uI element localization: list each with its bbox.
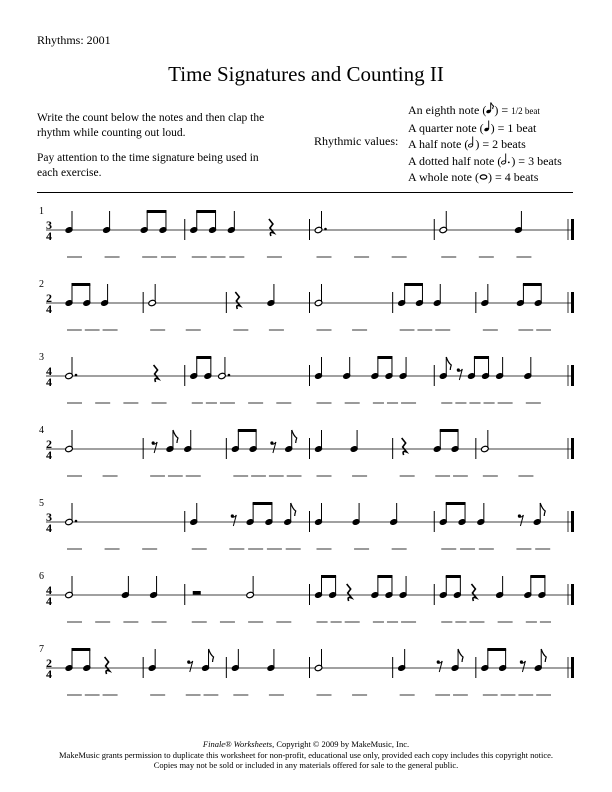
beam	[446, 575, 461, 578]
note-flag	[458, 649, 463, 662]
final-barline-thick	[571, 511, 574, 532]
exercise-number: 2	[39, 279, 44, 290]
time-signature-top: 3	[46, 218, 52, 232]
beam	[238, 429, 257, 432]
note-flag	[173, 430, 178, 443]
beam	[253, 502, 273, 505]
exercise-number: 1	[39, 206, 44, 217]
footer-line-2: MakeMusic grants permission to duplicate this worksheet for non-profit, educational use only, provided each copy includes this copyright notice.	[59, 749, 553, 760]
beam	[487, 648, 506, 651]
exercise-number: 7	[39, 644, 44, 655]
beam	[474, 356, 489, 359]
time-signature-bottom: 4	[46, 448, 52, 462]
beam	[404, 283, 423, 286]
time-signature-top: 3	[46, 510, 52, 524]
rhythmic-value-eighth: An eighth note ( ) = 1/2 beat	[408, 103, 540, 117]
exercise-3	[39, 352, 574, 403]
exercise-number: 6	[39, 571, 44, 582]
dot	[324, 228, 327, 231]
beam	[377, 356, 392, 359]
final-barline-thick	[571, 219, 574, 240]
final-barline-thick	[571, 365, 574, 386]
divider-line	[37, 192, 573, 193]
beam	[196, 210, 216, 213]
exercise-1	[39, 206, 574, 257]
time-signature-top: 2	[46, 656, 52, 670]
exercise-6	[39, 571, 574, 622]
note-flag	[292, 430, 297, 443]
quarter-note-icon	[484, 121, 491, 135]
instructions	[37, 111, 282, 191]
beam	[72, 283, 91, 286]
note-flag	[209, 649, 214, 662]
quarter-rest	[402, 438, 407, 455]
exercise-number: 4	[39, 425, 44, 436]
final-barline-thick	[571, 657, 574, 678]
beam	[446, 502, 466, 505]
note-flag	[291, 503, 296, 516]
rhythm-exercises	[0, 195, 612, 735]
rhythmic-value-half: A half note ( ) = 2 beats	[408, 137, 526, 151]
time-signature-top: 4	[46, 364, 52, 378]
exercise-5	[39, 498, 574, 549]
time-signature-bottom: 4	[46, 667, 52, 681]
rhythmic-values-list	[408, 102, 562, 186]
beam	[196, 356, 211, 359]
note-flag	[541, 649, 546, 662]
exercise-number: 3	[39, 352, 44, 363]
exercise-7	[39, 644, 574, 695]
page-title: Time Signatures and Counting II	[168, 62, 444, 86]
worksheet-label: Rhythms: 2001	[37, 33, 111, 47]
dot	[75, 520, 78, 523]
time-signature-bottom: 4	[46, 229, 52, 243]
rhythmic-value-whole: A whole note ( ) = 4 beats	[408, 170, 539, 184]
quarter-rest	[269, 219, 274, 236]
rhythmic-values-label: Rhythmic values:	[314, 134, 399, 148]
rhythmic-value-quarter: A quarter note ( ) = 1 beat	[408, 120, 537, 135]
time-signature-top: 2	[46, 291, 52, 305]
final-barline-thick	[571, 438, 574, 459]
quarter-rest	[154, 365, 159, 382]
exercise-2	[39, 279, 574, 330]
instruction-paragraph-2: Pay attention to the time signature being used in each exercise.	[37, 152, 259, 179]
quarter-rest	[471, 584, 476, 601]
dotted-half-note-icon	[501, 154, 511, 168]
beam	[147, 210, 167, 213]
quarter-rest	[347, 584, 352, 601]
whole-note-icon	[479, 170, 488, 184]
quarter-rest	[235, 292, 240, 309]
instruction-paragraph-1: Write the count below the notes and then clap the rhythm while counting out loud.	[37, 112, 265, 139]
copyright-footer	[0, 739, 612, 771]
dot	[228, 374, 231, 377]
dot	[75, 374, 78, 377]
half-rest	[193, 591, 201, 595]
exercise-number: 5	[39, 498, 44, 509]
footer-line-1: Finale® Worksheets, Copyright © 2009 by MakeMusic, Inc.	[202, 739, 410, 749]
note-flag	[540, 503, 545, 516]
beam	[530, 575, 545, 578]
beam	[321, 575, 336, 578]
time-signature-top: 4	[46, 583, 52, 597]
beam	[72, 648, 91, 651]
quarter-rest	[105, 657, 110, 674]
time-signature-bottom: 4	[46, 594, 52, 608]
time-signature-top: 2	[46, 437, 52, 451]
beam	[377, 575, 392, 578]
beam	[523, 283, 542, 286]
time-signature-bottom: 4	[46, 375, 52, 389]
beam	[440, 429, 459, 432]
time-signature-bottom: 4	[46, 302, 52, 316]
rhythmic-value-dotted-half: A dotted half note ( ) = 3 beats	[408, 153, 562, 168]
final-barline-thick	[571, 292, 574, 313]
final-barline-thick	[571, 584, 574, 605]
exercise-4	[39, 425, 574, 476]
time-signature-bottom: 4	[46, 521, 52, 535]
footer-line-3: Copies may not be sold or included in any materials offered for sale to the general public.	[153, 760, 459, 770]
note-flag	[446, 357, 451, 370]
